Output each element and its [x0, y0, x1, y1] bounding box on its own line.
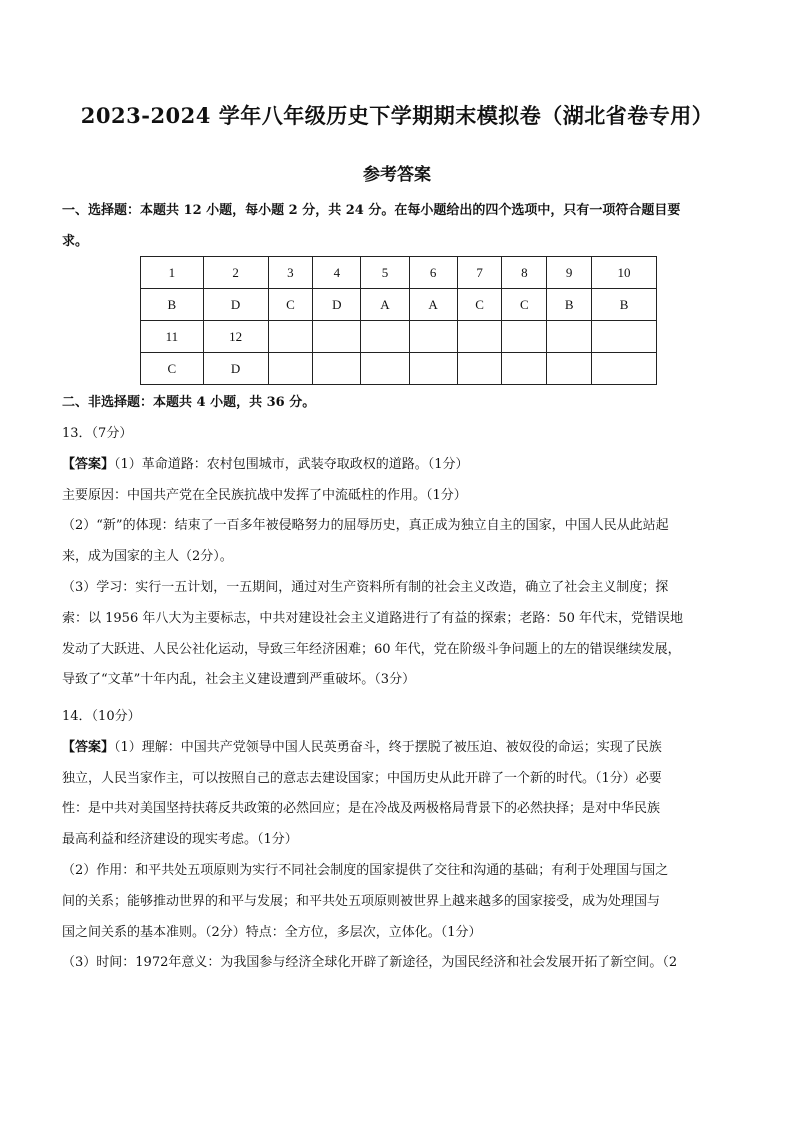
section1-line2: 求。 [62, 233, 89, 249]
table-cell: 2 [203, 257, 268, 289]
answer-line [62, 573, 732, 604]
table-cell [313, 353, 361, 385]
table-cell: 5 [361, 257, 409, 289]
answer-text: 导致了“文革”十年内乱，社会主义建设遭到严重破坏。（3分） [62, 672, 416, 688]
table-cell: B [592, 289, 657, 321]
table-cell: 1 [141, 257, 204, 289]
answer-line [62, 665, 732, 696]
table-cell [547, 353, 592, 385]
answer-text: 最高利益和经济建设的现实考虑。（1分） [62, 832, 298, 848]
table-cell [361, 353, 409, 385]
table-cell: 4 [313, 257, 361, 289]
answer-tag: 【答案】 [62, 456, 115, 472]
table-cell: A [361, 289, 409, 321]
section1-instructions [62, 196, 732, 258]
table-row [141, 289, 657, 321]
answer-text: 发动了大跃进、人民公社化运动，导致三年经济困难；60 年代，党在阶级斗争问题上的左的错误继续发展， [62, 641, 681, 657]
answer-line [62, 918, 732, 949]
answer-line [62, 825, 732, 856]
section1-line1: 一、选择题：本题共 12 小题，每小题 2 分，共 24 分。在每小题给出的四个选项中，只有一项符合题目要 [62, 203, 681, 218]
q14-answer [62, 733, 732, 979]
answer-line [62, 481, 732, 512]
answer-text: （3）学习：实行一五计划，一五期间，通过对生产资料所有制的社会主义改造，确立了社会主义制度；探 [62, 579, 669, 595]
table-row [141, 321, 657, 353]
page-title: 2023-2024 学年八年级历史下学期期末模拟卷（湖北省卷专用） [80, 103, 714, 128]
table-cell [361, 321, 409, 353]
answer-text: （2）作用：和平共处五项原则为实行不同社会制度的国家提供了交往和沟通的基础；有利于处理国与国之 [62, 862, 669, 878]
answer-text: （1）理解：中国共产党领导中国人民英勇奋斗，终于摆脱了被压迫、被奴役的命运；实现了民族 [114, 739, 662, 755]
answer-text: 国之间关系的基本准则。（2分）特点：全方位，多层次，立体化。（1分） [62, 924, 482, 940]
table-cell: 10 [592, 257, 657, 289]
table-cell [457, 353, 502, 385]
q13-answer [62, 450, 732, 696]
answer-table [140, 256, 657, 385]
table-cell: B [547, 289, 592, 321]
table-row [141, 353, 657, 385]
table-cell [592, 353, 657, 385]
table-cell: 3 [268, 257, 313, 289]
table-cell: 6 [409, 257, 457, 289]
section2-heading: 二、非选择题：本题共 4 小题，共 36 分。 [62, 395, 316, 410]
table-cell: C [502, 289, 547, 321]
table-cell: B [141, 289, 204, 321]
table-cell: 11 [141, 321, 204, 353]
table-cell [409, 321, 457, 353]
page-subtitle: 参考答案 [363, 165, 431, 185]
table-cell: C [457, 289, 502, 321]
table-cell: C [268, 289, 313, 321]
answer-text: 来，成为国家的主人（2分）。 [62, 549, 233, 565]
table-cell [409, 353, 457, 385]
table-cell: D [313, 289, 361, 321]
table-row [141, 257, 657, 289]
table-cell [313, 321, 361, 353]
answer-tag: 【答案】 [62, 739, 115, 755]
answer-line [62, 856, 732, 887]
answer-text: （1）革命道路：农村包围城市，武装夺取政权的道路。（1分） [114, 456, 469, 472]
answer-line [62, 542, 732, 573]
table-cell [268, 353, 313, 385]
table-cell [457, 321, 502, 353]
table-cell: A [409, 289, 457, 321]
table-cell [502, 321, 547, 353]
answer-text: 性：是中共对美国坚持扶蒋反共政策的必然回应；是在冷战及两极格局背景下的必然抉择；是对中华民族 [62, 801, 661, 817]
q14-number: 14．（10分） [62, 709, 141, 724]
answer-line [62, 764, 732, 795]
answer-text: 索：以 1956 年八大为主要标志，中共对建设社会主义道路进行了有益的探索；老路：50 年代末，党错误地 [62, 610, 684, 626]
answer-text: 间的关系；能够推动世界的和平与发展；和平共处五项原则被世界上越来越多的国家接受，成为处理国与 [62, 893, 661, 909]
table-cell: D [203, 353, 268, 385]
table-cell: D [203, 289, 268, 321]
table-cell: 8 [502, 257, 547, 289]
answer-text: 主要原因：中国共产党在全民族抗战中发挥了中流砥柱的作用。（1分） [62, 487, 467, 503]
table-cell [502, 353, 547, 385]
answer-line [62, 511, 732, 542]
table-cell [268, 321, 313, 353]
q13-number: 13．（7分） [62, 426, 133, 441]
answer-line [62, 733, 732, 764]
question-14 [62, 702, 732, 979]
question-13 [62, 419, 732, 696]
table-cell: 12 [203, 321, 268, 353]
table-cell: 9 [547, 257, 592, 289]
table-cell [547, 321, 592, 353]
table-cell: C [141, 353, 204, 385]
answer-line [62, 450, 732, 481]
table-cell: 7 [457, 257, 502, 289]
answer-line [62, 794, 732, 825]
answer-text: （3）时间：1972年意义：为我国参与经济全球化开辟了新途径，为国民经济和社会发展开拓了新空间。（2 [62, 955, 678, 971]
answer-text: （2）“新”的体现：结束了一百多年被侵略努力的屈辱历史，真正成为独立自主的国家，中国人民从此站起 [62, 518, 669, 534]
answer-line [62, 635, 732, 666]
answer-line [62, 887, 732, 918]
answer-text: 独立，人民当家作主，可以按照自己的意志去建设国家；中国历史从此开辟了一个新的时代。（1分）必要 [62, 770, 662, 786]
table-cell [592, 321, 657, 353]
answer-line [62, 948, 732, 979]
answer-line [62, 604, 732, 635]
